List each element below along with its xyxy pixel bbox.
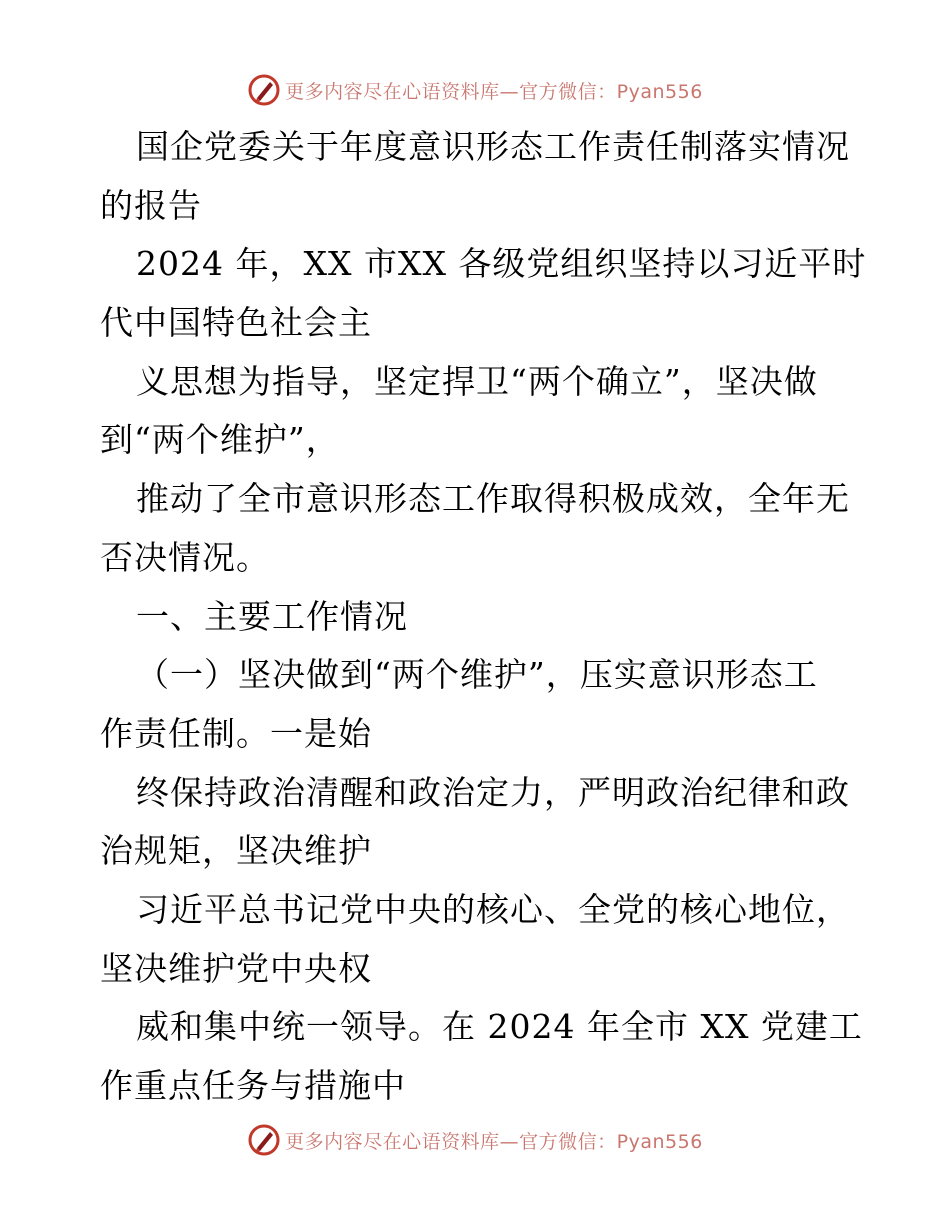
footer-watermark [0,1120,950,1160]
paragraph-line: 威和集中统一领导。在 2024 年全市 XX 党建工 [136,1007,863,1047]
header-watermark [0,70,950,110]
paragraph-line: 治规矩，坚决维护 [100,831,372,871]
paragraph-line: 2024 年，XX 市XX 各级党组织坚持以习近平时 [136,244,867,284]
paragraph-line: 到“两个维护”， [100,420,340,460]
pen-logo-icon [247,1123,281,1157]
section-heading: 一、主要工作情况 [136,596,408,636]
paragraph-line: 习近平总书记党中央的核心、全党的核心地位， [136,889,850,929]
paragraph-line: 否决情况。 [100,537,270,577]
paragraph-line: 作责任制。一是始 [100,713,372,753]
title-line-1: 国企党委关于年度意识形态工作责任制落实情况 [136,127,850,166]
paragraph-line: 推动了全市意识形态工作取得积极成效，全年无 [136,479,850,519]
paragraph-line: 义思想为指导，坚定捍卫“两个确立”，坚决做 [136,361,818,401]
paragraph-line: 代中国特色社会主 [100,303,372,343]
paragraph-line: 终保持政治清醒和政治定力，严明政治纪律和政 [136,772,850,812]
footer-watermark-text: 更多内容尽在心语资料库—官方微信：Pyan556 [285,1130,703,1153]
subsection-heading: （一）坚决做到“两个维护”，压实意识形态工 [136,655,818,695]
title-line-2: 的报告 [100,185,202,225]
document-body [100,118,867,1116]
paragraph-line: 坚决维护党中央权 [100,948,372,988]
paragraph-line: 作重点任务与措施中 [100,1066,406,1105]
header-watermark-text: 更多内容尽在心语资料库—官方微信：Pyan556 [285,80,703,103]
pen-logo-icon [247,73,281,107]
